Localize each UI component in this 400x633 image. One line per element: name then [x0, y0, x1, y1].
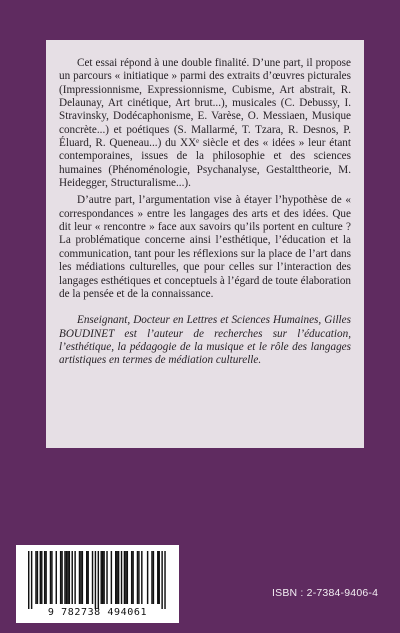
barcode-bar — [111, 551, 112, 604]
barcode-bar — [67, 551, 68, 604]
barcode-bar — [45, 551, 46, 604]
author-bio — [59, 314, 351, 367]
barcode-bar — [127, 551, 128, 604]
barcode-bar — [159, 551, 160, 604]
barcode-digits: 9 782738 494061 — [47, 607, 148, 618]
barcode-bar — [141, 551, 142, 604]
barcode-bar — [137, 551, 138, 604]
barcode-bar — [131, 551, 132, 604]
author-bio-prefix: Enseignant, Docteur en Lettres et Sciences Humaines, Gilles — [77, 314, 351, 327]
barcode-bar — [50, 551, 51, 604]
barcode-bar — [132, 551, 133, 604]
blurb-paragraph-2: D’autre part, l’argumentation vise à étayer l’hypothèse de « correspondances » entre les langages des arts et des idées. Que dit leur « rencontre » face aux savoirs qu’ils portent en culture ? La problématique concerne ainsi l’esthétique, l’éducation et la communication, tant pour les réflexions sur la place de l’art dans les médiations culturelles, que pour celles sur l’interaction des langages esthétiques et conceptuels à l’égard de toute élaboration de la pensée et de la connaissance. — [59, 194, 352, 300]
isbn-label: ISBN : 2-7384-9406-4 — [272, 587, 379, 599]
barcode-bar — [60, 551, 61, 604]
barcode-bar — [80, 551, 81, 604]
barcode-bar — [101, 551, 102, 604]
barcode-bar — [74, 551, 75, 604]
barcode-bar — [61, 551, 62, 604]
barcode-bar — [41, 551, 42, 604]
barcode-bar — [98, 551, 99, 609]
barcode-bar — [106, 551, 107, 604]
barcode-bar — [124, 551, 125, 604]
barcode-bar — [86, 551, 87, 604]
barcode-bar — [121, 551, 122, 604]
barcode-bar — [69, 551, 70, 604]
barcode-bar — [115, 551, 116, 604]
barcode-bar — [79, 551, 80, 604]
barcode-bar — [56, 551, 57, 604]
blurb-paragraph-1: Cet essai répond à une double finalité. D’une part, il propose un parcours « initiatique » parmi des extraits d’œuvres picturales (Impressionnisme, Expressionnisme, Cubisme, Art abstrait, R. Delaunay, Art cinétique, Art brut...), musicales (C. Debussy, I. Stravinsky, Dodécaphonisme, E. Varèse, O. Messiaen, Musique concrète...) et poétiques (S. Mallarmé, T. Tzara, R. Desnos, P. Éluard, R. Queneau...) du XXᵉ siècle et des « idées » leur étant contemporaines, issues de la philosophie et des sciences humaines (Phénoménologie, Psychanalyse, Gestalttheorie, M. Heidegger, Structuralisme...). — [59, 57, 351, 190]
barcode-bar — [35, 551, 36, 604]
barcode-bar — [116, 551, 117, 604]
barcode-bar — [102, 551, 103, 604]
barcode-bar — [51, 551, 52, 604]
barcode-bar — [151, 551, 152, 604]
barcode-bar — [147, 551, 148, 604]
barcode-bar — [138, 551, 139, 604]
barcode-bar — [153, 551, 154, 604]
barcode-bar — [164, 551, 165, 609]
barcode-bar — [157, 551, 158, 604]
barcode-bar — [118, 551, 119, 604]
author-bio-suffix: est l’auteur de recherches sur l’éducation, l’esthétique, la pédagogie de la musique et le rôle des langages artistiques en termes de médiation culturelle. — [59, 327, 351, 367]
barcode-bar — [92, 551, 93, 604]
barcode-bar — [31, 551, 32, 609]
barcode-bar — [95, 551, 96, 609]
barcode-bar — [161, 551, 162, 609]
barcode-bar — [64, 551, 65, 604]
barcode — [16, 545, 179, 623]
barcode-bar — [125, 551, 126, 604]
blurb-panel — [46, 40, 364, 448]
barcode-bar — [66, 551, 67, 604]
barcode-bar — [28, 551, 29, 609]
barcode-bar — [40, 551, 41, 604]
barcode-bar — [72, 551, 73, 604]
barcode-bar — [103, 551, 104, 604]
barcode-bar — [37, 551, 38, 604]
author-surname: BOUDINET — [59, 327, 115, 340]
barcode-bar — [82, 551, 83, 604]
barcode-bar — [44, 551, 45, 604]
barcode-bar — [87, 551, 88, 604]
